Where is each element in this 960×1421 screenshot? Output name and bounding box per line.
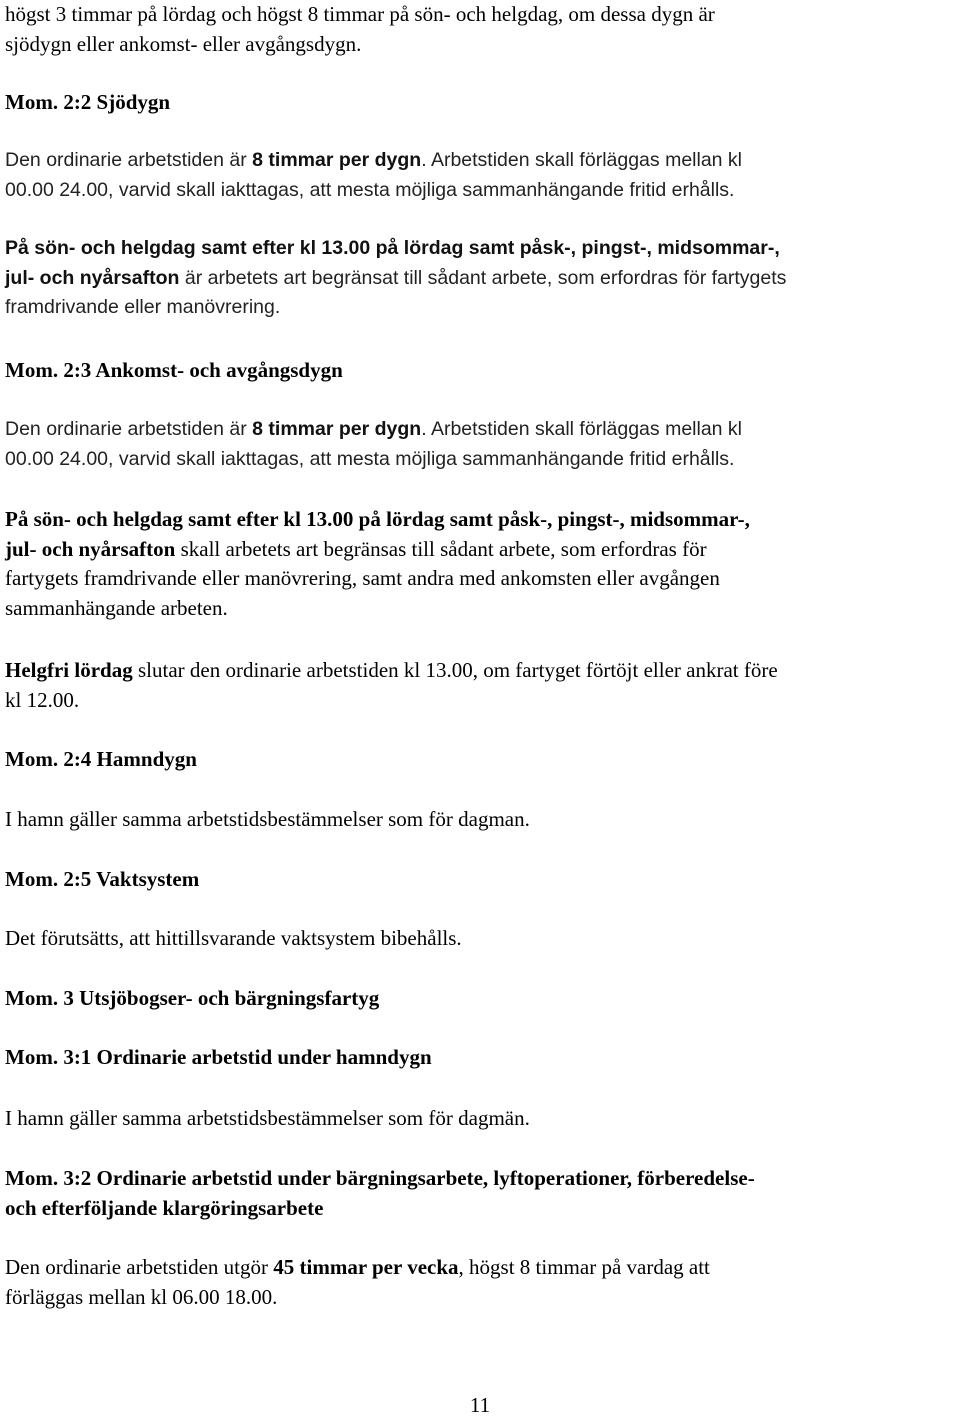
heading-mom-3-2-line-2: och efterföljande klargöringsarbete: [5, 1195, 324, 1220]
heading-mom-3: Mom. 3 Utsjöbogser- och bärgningsfartyg: [5, 986, 380, 1010]
bold-fragment: 45 timmar per vecka: [273, 1255, 459, 1279]
mom-2-2-p2-line-2: [5, 264, 957, 294]
heading-mom-2-4: Mom. 2:4 Hamndygn: [5, 747, 197, 771]
bold-fragment: 8 timmar per dygn: [252, 418, 422, 440]
mom-2-3-paragraph-1: [5, 415, 957, 474]
text-fragment: , högst 8 timmar på vardag att: [458, 1255, 710, 1279]
heading-mom-2-2: Mom. 2:2 Sjödygn: [5, 90, 171, 114]
text-fragment: är arbetets art begränsat till sådant arbete, som erfordras för fartygets: [179, 266, 787, 289]
bold-fragment: Helgfri lördag: [5, 658, 133, 682]
heading-mom-2-5: Mom. 2:5 Vaktsystem: [5, 867, 200, 891]
mom-2-2-paragraph-1: [5, 146, 957, 205]
mom-3-1-text: I hamn gäller samma arbetstidsbestämmelser som för dagmän.: [5, 1106, 530, 1130]
text-fragment: Den ordinarie arbetstiden utgör: [5, 1255, 274, 1279]
mom-2-2-p1-line-2: 00.00 24.00, varvid skall iakttagas, att mesta möjliga sammanhängande fritid erhålls.: [5, 178, 735, 201]
mom-3-2-paragraph-1: [5, 1253, 957, 1312]
mom-3-2-p1-line-1: [5, 1253, 957, 1283]
mom-2-3-p2-line-2: [5, 535, 957, 565]
heading-mom-3-2: [5, 1164, 957, 1223]
intro-line-2: sjödygn eller ankomst- eller avgångsdygn.: [5, 31, 362, 56]
mom-2-3-p1-line-1: [5, 415, 957, 445]
intro-line-1: högst 3 timmar på lördag och högst 8 timmar på sön- och helgdag, om dessa dygn är: [5, 2, 715, 26]
mom-2-3-paragraph-3: [5, 656, 957, 715]
mom-2-2-p2-line-3: framdrivande eller manövrering.: [5, 296, 281, 318]
mom-2-2-p1-line-1: [5, 146, 957, 176]
text-fragment: . Arbetstiden skall förläggas mellan kl: [421, 149, 743, 171]
mom-2-3-p3-line-1: [5, 656, 957, 686]
mom-2-2-paragraph-2: [5, 234, 957, 323]
page-number: 11: [469, 1393, 491, 1417]
mom-2-3-p2-line-4: sammanhängande arbeten.: [5, 595, 228, 620]
mom-2-3-p3-line-2: kl 12.00.: [5, 687, 80, 712]
text-fragment: . Arbetstiden skall förläggas mellan kl: [421, 418, 743, 440]
mom-2-3-paragraph-2: [5, 505, 957, 623]
mom-3-2-p1-line-2: förläggas mellan kl 06.00 18.00.: [5, 1284, 278, 1309]
bold-fragment: jul- och nyårsafton: [5, 266, 180, 289]
mom-2-3-p2-line-3: fartygets framdrivande eller manövrering, samt andra med ankomsten eller avgången: [5, 566, 720, 590]
text-fragment: skall arbetets art begränsas till sådant arbete, som erfordras för: [175, 536, 707, 561]
heading-mom-3-2-line-1: Mom. 3:2 Ordinarie arbetstid under bärgningsarbete, lyftoperationer, förberedelse-: [5, 1166, 755, 1190]
heading-mom-3-1: Mom. 3:1 Ordinarie arbetstid under hamndygn: [5, 1045, 432, 1069]
heading-mom-2-3: Mom. 2:3 Ankomst- och avgångsdygn: [5, 358, 343, 382]
text-fragment: Den ordinarie arbetstiden är: [5, 149, 253, 171]
bold-fragment: jul- och nyårsafton: [5, 536, 176, 561]
mom-2-4-text: I hamn gäller samma arbetstidsbestämmelser som för dagman.: [5, 807, 530, 831]
mom-2-3-p2-line-1: På sön- och helgdag samt efter kl 13.00 på lördag samt påsk-, pingst-, midsommar-,: [5, 507, 750, 531]
mom-2-5-text: Det förutsätts, att hittillsvarande vaktsystem bibehålls.: [5, 926, 462, 950]
text-fragment: Den ordinarie arbetstiden är: [5, 418, 253, 440]
intro-paragraph: [5, 0, 715, 59]
mom-2-3-p1-line-2: 00.00 24.00, varvid skall iakttagas, att mesta möjliga sammanhängande fritid erhålls.: [5, 447, 735, 470]
mom-2-2-p2-line-1: På sön- och helgdag samt efter kl 13.00 på lördag samt påsk-, pingst-, midsommar-,: [5, 237, 780, 259]
text-fragment: slutar den ordinarie arbetstiden kl 13.00, om fartyget förtöjt eller ankrat före: [132, 658, 778, 682]
bold-fragment: 8 timmar per dygn: [252, 149, 422, 171]
